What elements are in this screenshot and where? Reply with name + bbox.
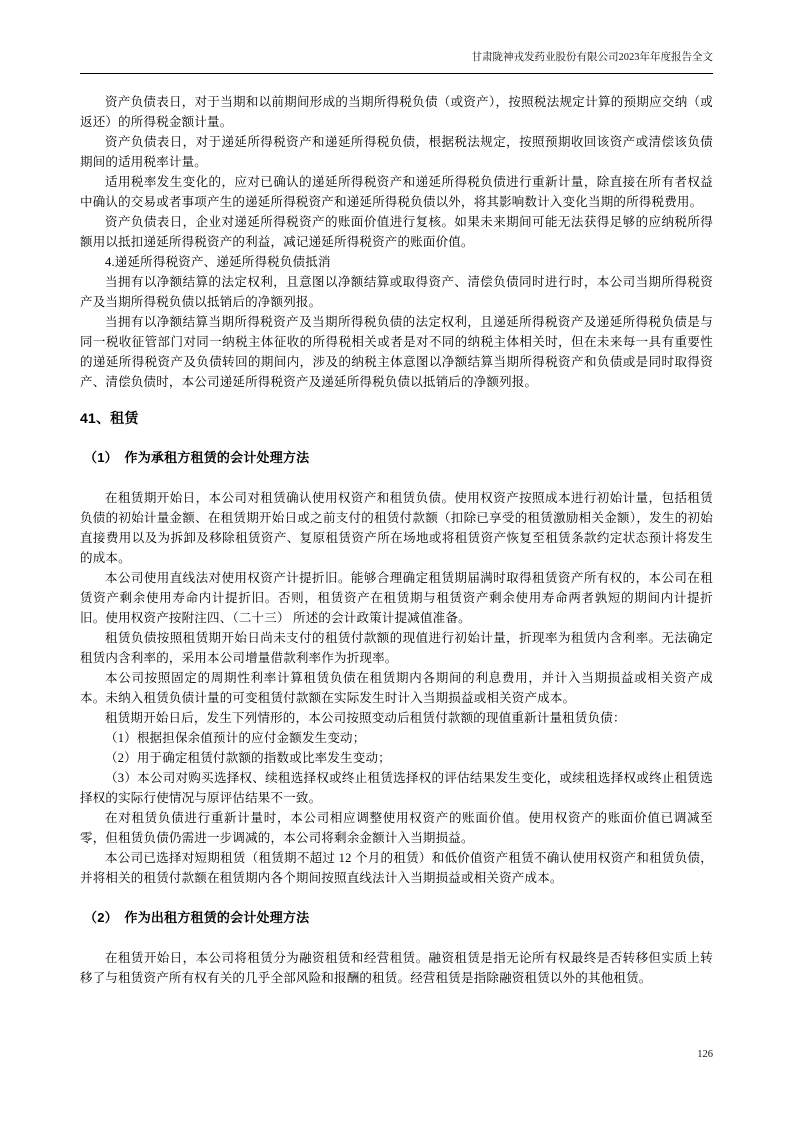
paragraph-short-term-lease: 本公司已选择对短期租赁（租赁期不超过 12 个月的租赁）和低价值资产租赁不确认使用权资产和租赁负债，并将相关的租赁付款额在租赁期内各个期间按照直线法计入当期损益或相关资产成本。 xyxy=(80,851,713,885)
paragraph-net-settlement-current: 当拥有以净额结算的法定权利，且意图以净额结算或取得资产、清偿负债同时进行时，本公司当期所得税资产及当期所得税负债以抵销后的净额列报。 xyxy=(80,275,713,309)
subsection-heading-lessee: （1） 作为承租方租赁的会计处理方法 xyxy=(84,450,310,465)
paragraph-remeasurement-adjustment: 在对租赁负债进行重新计量时，本公司相应调整使用权资产的账面价值。使用权资产的账面价值已调减至零，但租赁负债仍需进一步调减的，本公司将剩余金额计入当期损益。 xyxy=(80,811,713,845)
page-header xyxy=(80,50,713,74)
paragraph-income-tax-measurement: 资产负债表日，对于当期和以前期间形成的当期所得税负债（或资产），按照税法规定计算的预期应交纳（或返还）的所得税金额计量。 xyxy=(80,95,713,129)
section-heading-lease: 41、租赁 xyxy=(80,410,139,426)
list-item-index-rate-change: （2）用于确定租赁付款额的指数或比率发生变动； xyxy=(105,751,391,765)
page-number: 126 xyxy=(697,1049,713,1060)
paragraph-remeasurement-intro: 租赁期开始日后，发生下列情形的，本公司按照变动后租赁付款额的现值重新计量租赁负债： xyxy=(105,711,626,725)
paragraph-net-settlement-deferred: 当拥有以净额结算当期所得税资产及当期所得税负债的法定权利，且递延所得税资产及递延所得税负债是与同一税收征管部门对同一纳税主体征收的所得税相关或者是对不同的纳税主体相关时，但在未来每一具有重要性的递延所得税资产及负债转回的期间内，涉及的纳税主体意图以净额结算当期所得税资产和负债或是同时取得资产、清偿负债时，本公司递延所得税资产及递延所得税负债以抵销后的净额列报。 xyxy=(80,315,713,389)
paragraph-tax-rate-change: 适用税率发生变化的，应对已确认的递延所得税资产和递延所得税负债进行重新计量，除直接在所有者权益中确认的交易或者事项产生的递延所得税资产和递延所得税负债以外，将其影响数计入变化当期的所得税费用。 xyxy=(80,175,713,209)
list-item-option-assessment: （3）本公司对购买选择权、续租选择权或终止租赁选择权的评估结果发生变化，或续租选择权或终止租赁选择权的实际行使情况与原评估结果不一致。 xyxy=(80,771,713,805)
list-item-guaranteed-residual: （1）根据担保余值预计的应付金额发生变动； xyxy=(105,731,366,745)
paragraph-offset-item-title: 4.递延所得税资产、递延所得税负债抵消 xyxy=(105,255,331,269)
subsection-heading-lessor: （2） 作为出租方租赁的会计处理方法 xyxy=(84,910,310,925)
paragraph-lease-initial-recognition: 在租赁期开始日，本公司对租赁确认使用权资产和租赁负债。使用权资产按照成本进行初始计量，包括租赁负债的初始计量金额、在租赁期开始日或之前支付的租赁付款额（扣除已享受的租赁激励相关金额），发生的初始直接费用以及为拆卸及移除租赁资产、复原租赁资产所在场地或将租赁资产恢复至租赁条款约定状态预计将发生的成本。 xyxy=(80,491,713,565)
page-footer xyxy=(697,1049,713,1060)
paragraph-lease-interest-expense: 本公司按照固定的周期性利率计算租赁负债在租赁期内各期间的利息费用，并计入当期损益或相关资产成本。未纳入租赁负债计量的可变租赁付款额在实际发生时计入当期损益或相关资产成本。 xyxy=(80,671,713,705)
paragraph-lease-liability-measurement: 租赁负债按照租赁期开始日尚未支付的租赁付款额的现值进行初始计量，折现率为租赁内含利率。无法确定租赁内含利率的，采用本公司增量借款利率作为折现率。 xyxy=(80,631,713,665)
paragraph-deferred-tax-measurement: 资产负债表日，对于递延所得税资产和递延所得税负债，根据税法规定，按照预期收回该资产或清偿该负债期间的适用税率计量。 xyxy=(80,135,713,169)
paragraph-rou-depreciation: 本公司使用直线法对使用权资产计提折旧。能够合理确定租赁期届满时取得租赁资产所有权的，本公司在租赁资产剩余使用寿命内计提折旧。否则，租赁资产在租赁期与租赁资产剩余使用寿命两者孰短的期间内计提折旧。使用权资产按附注四、（二十三） 所述的会计政策计提减值准备。 xyxy=(80,571,713,625)
paragraph-lessor-classification: 在租赁开始日，本公司将租赁分为融资租赁和经营租赁。融资租赁是指无论所有权最终是否转移但实质上转移了与租赁资产所有权有关的几乎全部风险和报酬的租赁。经营租赁是指除融资租赁以外的其他租赁。 xyxy=(80,951,713,985)
report-header-title: 甘肃陇神戎发药业股份有限公司2023年年度报告全文 xyxy=(471,52,713,63)
page-body xyxy=(80,74,713,988)
paragraph-carrying-amount-review: 资产负债表日，企业对递延所得税资产的账面价值进行复核。如果未来期间可能无法获得足够的应纳税所得额用以抵扣递延所得税资产的利益，减记递延所得税资产的账面价值。 xyxy=(80,215,713,249)
